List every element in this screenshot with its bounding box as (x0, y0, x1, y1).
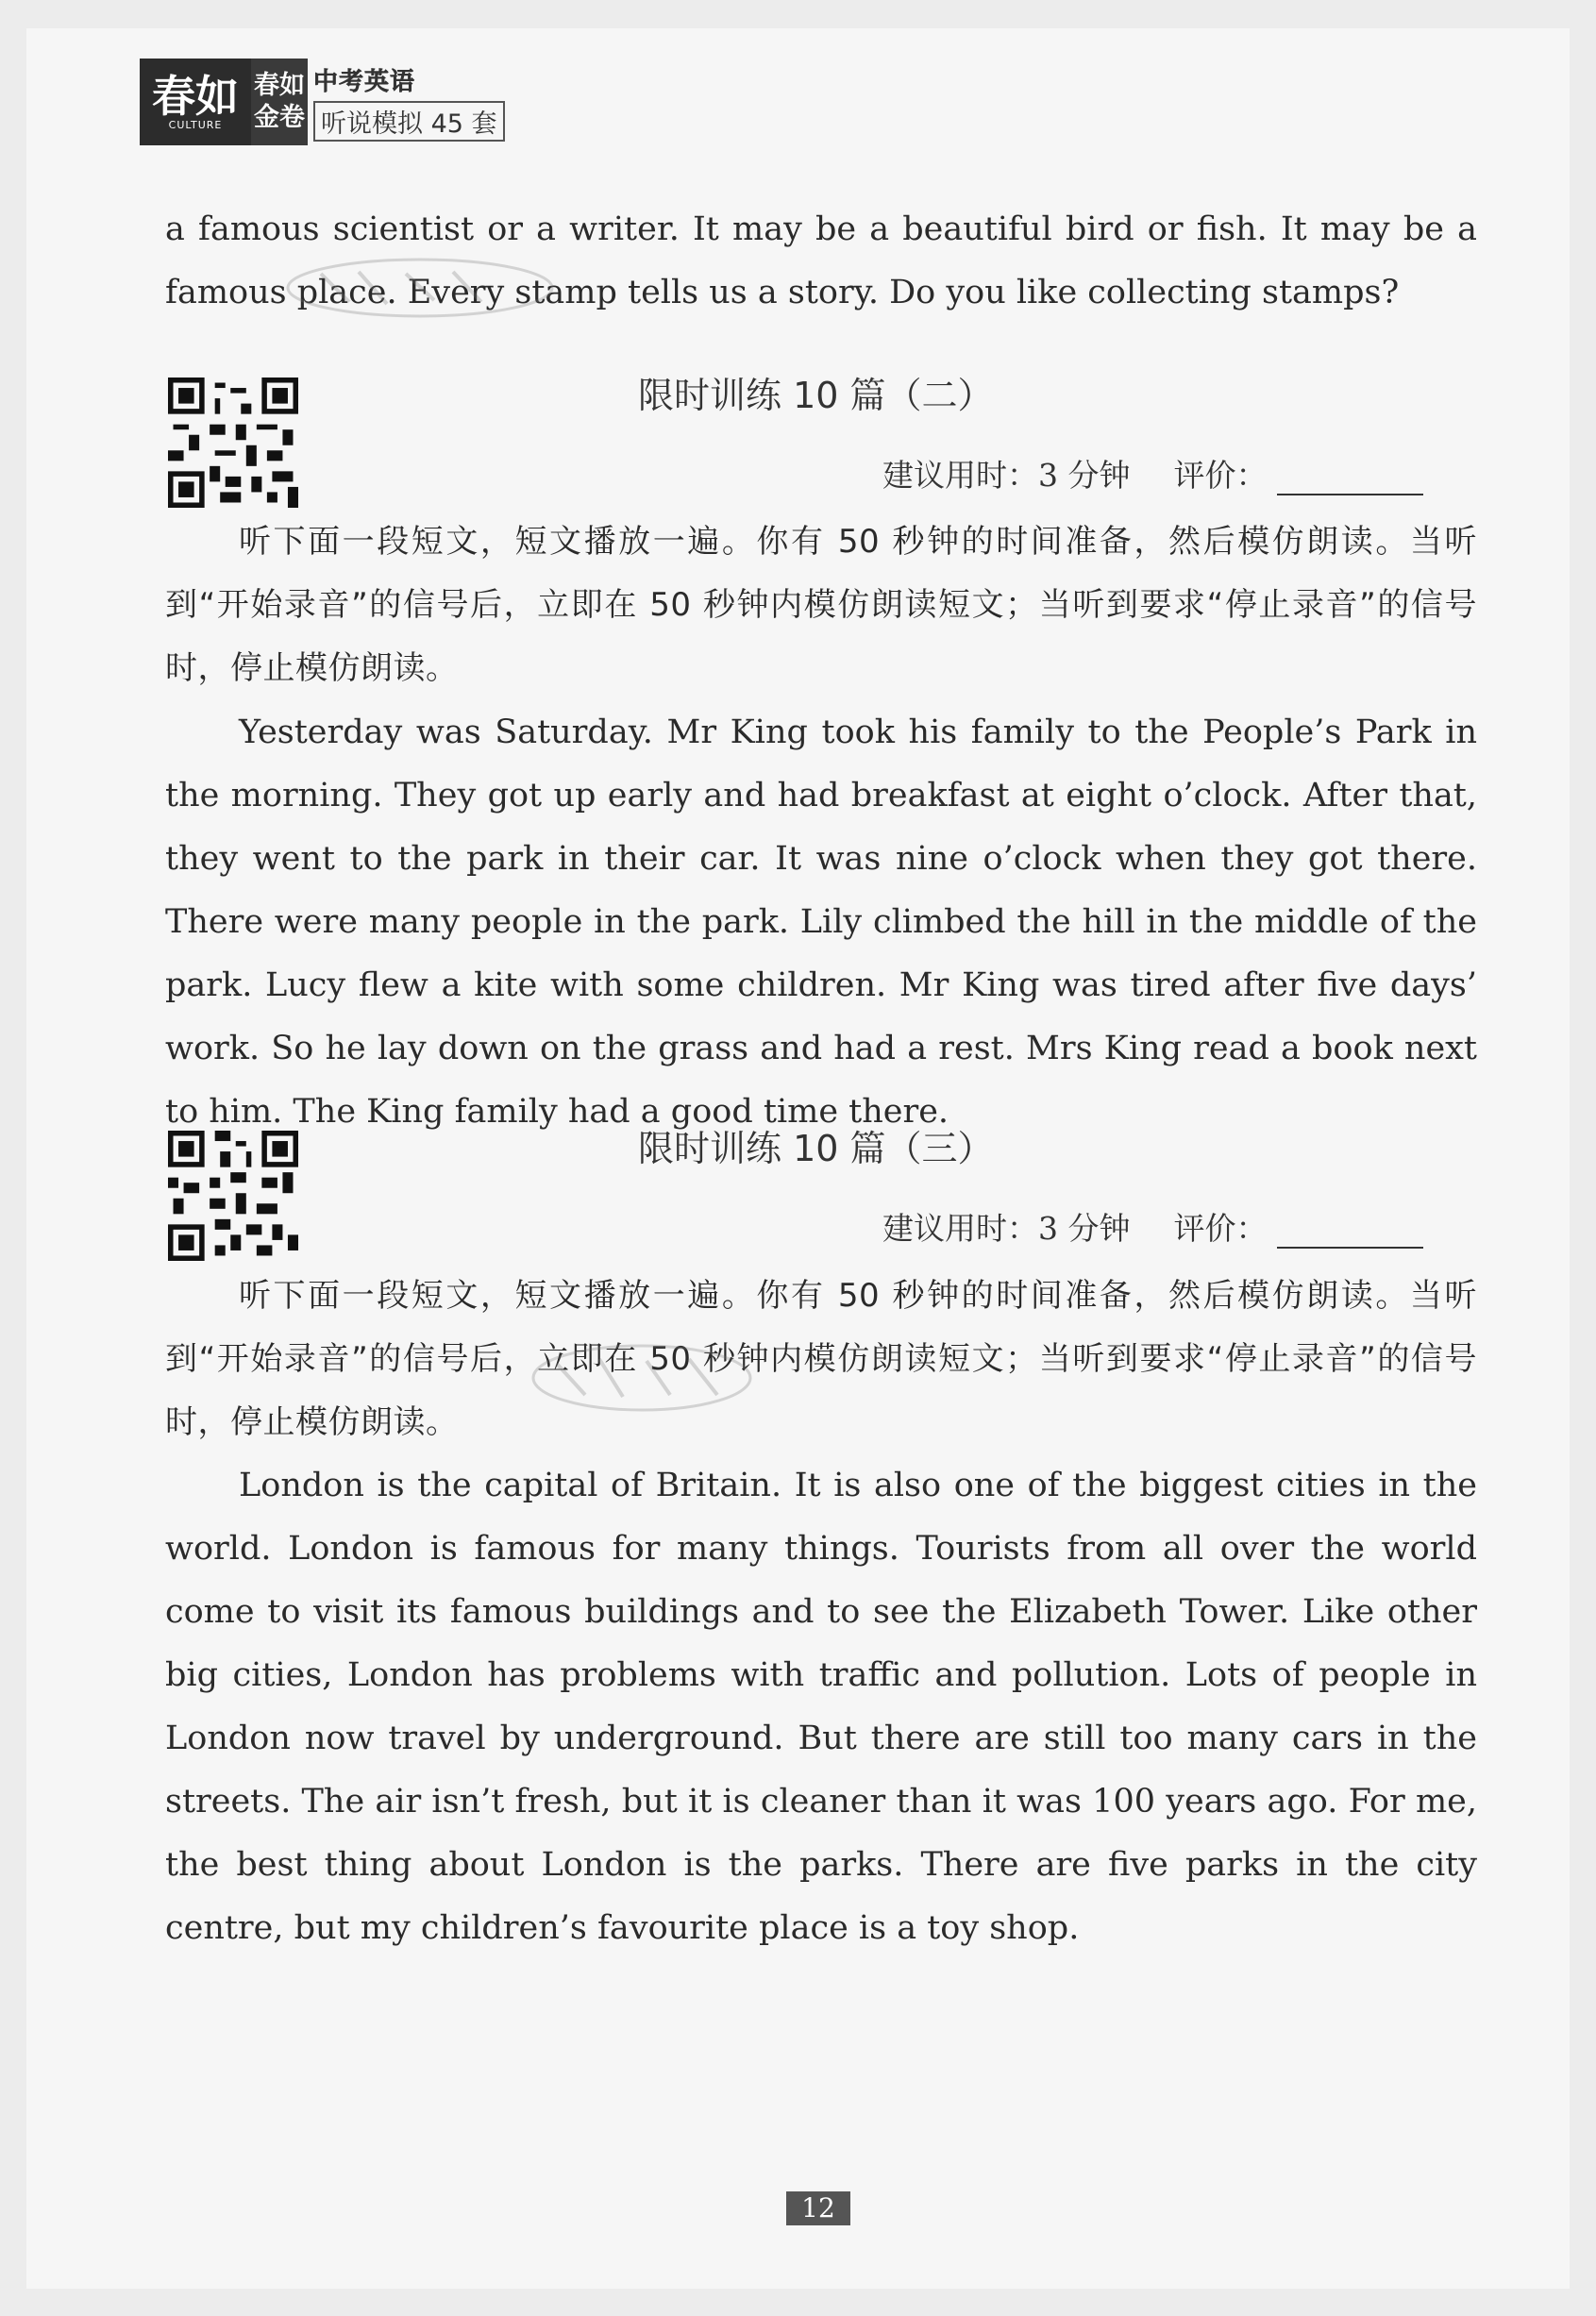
evaluation-label: 评价： (1173, 457, 1268, 494)
suggested-time-label: 建议用时：3 分钟 (882, 1210, 1131, 1247)
evaluation-blank[interactable] (1277, 463, 1423, 495)
section-3-title: 限时训练 10 篇（三） (638, 1128, 994, 1169)
series-line-2: 金卷 (254, 103, 305, 132)
section-2-instruction: 听下面一段短文，短文播放一遍。你有 50 秒钟的时间准备，然后模仿朗读。当听到“开始录音”的信号后，立即在 50 秒钟内模仿朗读短文；当听到要求“停止录音”的信号时，停止模仿朗读。 (165, 523, 1477, 687)
watermark-stamp (529, 1340, 755, 1416)
logo-brand-sub: CULTURE (168, 118, 223, 131)
section-3-instruction: 听下面一段短文，短文播放一遍。你有 50 秒钟的时间准备，然后模仿朗读。当听到“开始录音”的信号后，立即在 50 秒钟内模仿朗读短文；当听到要求“停止录音”的信号时，停止模仿朗读。 (165, 1277, 1477, 1441)
evaluation-label: 评价： (1173, 1210, 1268, 1247)
watermark-stamp (283, 255, 557, 321)
series-line-1: 春如 (254, 71, 305, 100)
section-2-meta (882, 451, 1423, 495)
suggested-time-label: 建议用时：3 分钟 (882, 457, 1131, 494)
qr-code-icon[interactable] (168, 378, 298, 508)
section-3-meta (882, 1204, 1423, 1249)
section-3-passage: London is the capital of Britain. It is also one of the biggest cities in the world. London is famous for many things. Tourists from all over the world come to visit its famous buildings and to see the Elizabeth Tower. Like other big cities, London has problems with traffic and pollution. Lots of people in London now travel by underground. But there are still too many cars in the streets. The air isn’t fresh, but it is cleaner than it was 100 years ago. For me, the best thing about London is the parks. There are five parks in the city centre, but my children’s favourite place is a toy shop. (165, 1467, 1477, 1947)
book-header (140, 59, 505, 145)
book-title-line-2: 听说模拟 45 套 (313, 101, 505, 142)
page-number: 12 (786, 2191, 850, 2225)
intro-paragraph: a famous scientist or a writer. It may be a beautiful bird or fish. It may be a famous place. Every stamp tells us a story. Do you like collecting stamps? (165, 210, 1477, 311)
book-title-line-1: 中考英语 (313, 68, 416, 96)
series-label (251, 59, 308, 145)
qr-code-icon[interactable] (168, 1131, 298, 1261)
publisher-logo (140, 59, 251, 145)
section-2-title: 限时训练 10 篇（二） (638, 375, 994, 416)
logo-brand: 春如 (152, 70, 239, 122)
evaluation-blank[interactable] (1277, 1217, 1423, 1249)
section-2-passage: Yesterday was Saturday. Mr King took his family to the People’s Park in the morning. They got up early and had breakfast at eight o’clock. After that, they went to the park in their car. It was nine o’clock when they got there. There were many people in the park. Lily climbed the hill in the middle of the park. Lucy flew a kite with some children. Mr King was tired after five days’ work. So he lay down on the grass and had a rest. Mrs King read a book next to him. The King family had a good time there. (165, 713, 1477, 1131)
book-title (308, 59, 505, 145)
